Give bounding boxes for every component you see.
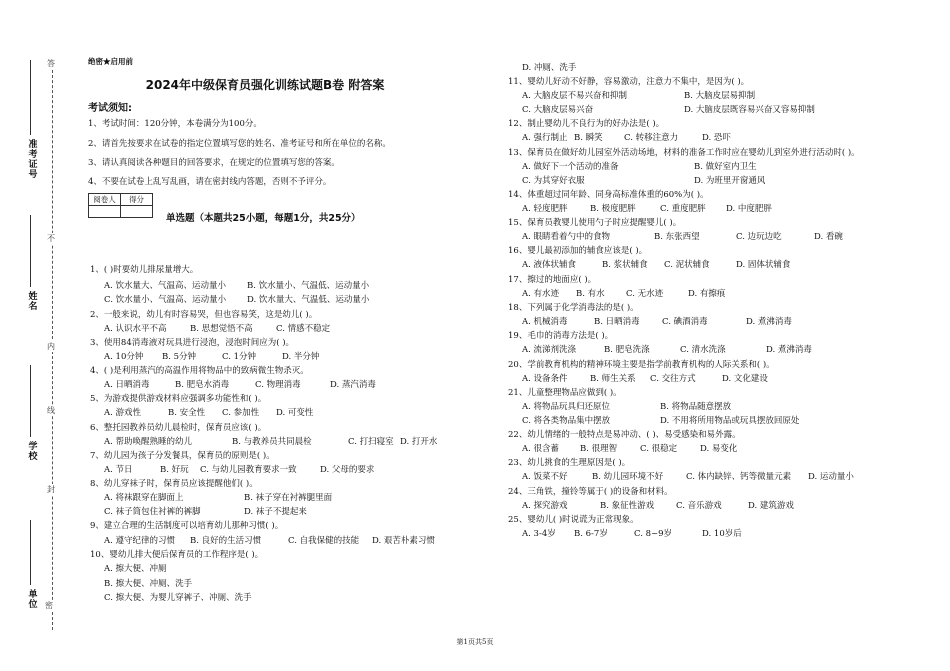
answer-option: B. 思想觉悟不高 [190,324,253,334]
binding-char: 不 [47,234,55,243]
answer-option: B. 师生关系 [590,374,636,384]
exam-id-label: 准考证号 [28,140,38,180]
answer-option: D. 看碗 [814,232,843,242]
answer-option: C. 清水洗涤 [680,345,726,355]
answer-option: D. 艰苦朴素习惯 [372,536,435,546]
answer-option: C. 碘酒消毒 [662,317,708,327]
answer-option: B. 日晒消毒 [594,317,640,327]
notice-item: 3、请认真阅读各种题目的回答要求，在规定的位置填写您的答案。 [88,158,340,168]
answer-option: B. 浆状辅食 [602,260,648,270]
answer-option: D. 饮水量大、气温低、运动量小 [247,295,370,305]
notice-item: 4、不要在试卷上乱写乱画，请在密封线内答题，否则不予评分。 [88,177,332,187]
answer-option: A. 将袜跟穿在脚面上 [104,493,184,503]
answer-option: A. 机械消毒 [522,317,568,327]
score-table [88,193,153,218]
answer-option: C. 泥状辅食 [664,260,710,270]
exam-id-line [30,60,31,135]
answer-option: D. 父母的要求 [320,465,375,475]
answer-option: A. 饭菜不好 [522,472,568,482]
answer-option: C. 与幼儿园教育要求一致 [200,465,297,475]
answer-option: D. 为班里开窗通风 [694,176,766,186]
answer-option: B. 幼儿园环境不好 [592,472,664,482]
answer-option: C. 体内缺锌、钙等微量元素 [686,472,792,482]
answer-option: B. 将物品随意摆放 [660,402,732,412]
answer-option: D. 不用将所用物品或玩具摆放回原处 [660,416,800,426]
page-number: 第1页共5页 [456,638,494,646]
answer-option: B. 有水 [576,289,605,299]
answer-option: C. 情感不稳定 [276,324,331,334]
answer-option: D. 打开水 [400,437,438,447]
binding-char: 答 [47,59,55,68]
question-text: 9、建立合理的生活制度可以培育幼儿那种习惯( )。 [90,521,284,531]
answer-option: D. 10岁后 [702,529,742,539]
question-text: 18、下列属于化学消毒法的是( )。 [508,303,639,313]
answer-option: C. 为其穿好衣服 [522,176,585,186]
answer-option: D. 冲厕、洗手 [522,63,577,73]
answer-option: C. 袜子筒包住衬裤的裤脚 [104,507,201,517]
answer-option: A. 饮水量大、气温高、运动量小 [104,281,227,291]
answer-option: A. 很含蓄 [522,444,560,454]
question-text: 1、( )时要幼儿排尿量增大。 [90,265,199,275]
answer-option: B. 瞬笑 [574,133,603,143]
answer-option: B. 饮水量小、气温低、运动量小 [247,281,370,291]
question-text: 16、婴儿最初添加的辅食应该是( )。 [508,246,648,256]
answer-option: A. 强行制止 [522,133,568,143]
section-title: 单选题（本题共25小题，每题1分，共25分） [166,213,361,224]
question-text: 6、整托园教养员幼儿晨检时，保育员应该( )。 [90,423,267,433]
answer-option: A. 有水迹 [522,289,560,299]
answer-option: C. 打扫寝室 [348,437,394,447]
binding-char: 封 [47,485,55,494]
name-label: 姓名 [28,292,38,312]
answer-option: A. 3-4岁 [522,529,556,539]
question-text: 20、学前教育机构的精神环境主要是指学前教育机构的人际关系和( )。 [508,360,775,370]
answer-option: D. 中度肥胖 [726,204,772,214]
question-text: 12、制止婴幼儿不良行为的好办法是( )。 [508,119,665,129]
answer-option: B. 肥皂洗涤 [604,345,650,355]
answer-option: B. 极度肥胖 [590,204,636,214]
answer-option: A. 10分钟 [104,352,144,362]
answer-option: C. 交往方式 [650,374,696,384]
question-text: 3、使用84消毒液对玩具进行浸泡，浸泡时间应为( )。 [90,338,295,348]
question-text: 14、体重超过同年龄、同身高标准体重的60%为( )。 [508,190,709,200]
answer-option: B. 5分钟 [162,352,197,362]
question-text: 7、幼儿园为孩子分发餐具，保育员的原则是( )。 [90,451,275,461]
question-text: 15、保育员教婴儿使用勺子时应提醒婴儿( )。 [508,218,682,228]
answer-option: B. 好玩 [160,465,189,475]
answer-option: A. 遵守纪律的习惯 [104,536,176,546]
answer-option: C. 很稳定 [640,444,678,454]
answer-option: D. 固体状辅食 [736,260,791,270]
answer-option: A. 设备条件 [522,374,568,384]
answer-option: A. 游戏性 [104,408,142,418]
answer-option: A. 认识水平不高 [104,324,167,334]
answer-option: B. 肥皂水消毒 [175,380,230,390]
answer-option: C. 将各类物品集中摆放 [522,416,611,426]
answer-option: C. 大脑皮层易兴奋 [522,105,594,115]
answer-option: D. 蒸汽消毒 [330,380,376,390]
answer-option: A. 液体状辅食 [522,260,577,270]
answer-option: D. 袜子不提起来 [244,507,307,517]
question-text: 21、儿童整理物品应做到( )。 [508,388,622,398]
answer-option: C. 转移注意力 [624,133,679,143]
notice-heading: 考试须知: [88,103,132,114]
page-title: 2024年中级保育员强化训练试题B卷 附答案 [145,78,385,92]
answer-option: B. 袜子穿在衬裤腿里面 [244,493,333,503]
answer-option: A. 做好下一个活动的准备 [522,162,619,172]
answer-option: A. 节日 [104,465,133,475]
answer-option: D. 恐吓 [702,133,731,143]
answer-option: B. 与教养员共同晨检 [232,437,312,447]
answer-option: A. 眼睛看着勺中的食物 [522,232,611,242]
answer-option: B. 做好室内卫生 [694,162,757,172]
answer-option: D. 建筑游戏 [748,501,794,511]
unit-label: 单位 [28,590,38,610]
answer-option: A. 流涕剂洗涤 [522,345,577,355]
school-label: 学校 [28,442,38,462]
answer-option: C. 8~9岁 [634,529,673,539]
answer-option: D. 文化建设 [722,374,768,384]
secret-label: 绝密★启用前 [88,57,133,66]
score-cell: 得分 [121,194,153,206]
answer-option: B. 很理智 [580,444,618,454]
name-line [30,215,31,287]
answer-option: C. 音乐游戏 [676,501,722,511]
score-blank [121,206,153,218]
school-line [30,365,31,437]
answer-option: C. 物理消毒 [255,380,301,390]
answer-option: A. 轻度肥胖 [522,204,568,214]
answer-option: D. 煮沸消毒 [746,317,792,327]
question-text: 22、幼儿情绪的一般特点是易冲动、( )、易受感染和易外露。 [508,430,741,440]
notice-item: 2、请首先按要求在试卷的指定位置填写您的姓名、准考证号和所在单位的名称。 [88,139,391,149]
binding-char: 密 [45,601,53,610]
answer-option: B. 安全性 [168,408,206,418]
question-text: 24、三角铁，撞铃等属于( )的设备和材料。 [508,487,673,497]
answer-option: A. 日晒消毒 [104,380,150,390]
answer-option: D. 大脑皮层既容易兴奋又容易抑制 [684,105,815,115]
question-text: 19、毛巾的消毒方法是( )。 [508,331,614,341]
question-text: 23、幼儿挑食的生理原因是( )。 [508,458,631,468]
answer-option: C. 自我保健的技能 [288,536,360,546]
question-text: 17、擦过的地面应( )。 [508,275,597,285]
answer-option: C. 饮水量小、气温高、运动量小 [104,295,227,305]
answer-option: D. 煮沸消毒 [766,345,812,355]
question-text: 5、为游戏提供游戏材料应强调多功能性和( )。 [90,394,267,404]
question-text: 2、一般来说，幼儿有时容易哭，但也容易笑，这是幼儿( )。 [90,310,318,320]
notice-item: 1、考试时间：120分钟，本卷满分为100分。 [88,119,262,129]
question-text: 13、保育员在做好幼儿园室外活动场地，材料的准备工作时应在婴幼儿到室外进行活动时( )。 [508,148,860,158]
reviewer-cell: 阅卷人 [89,194,121,206]
answer-option: B. 擦大便、冲厕、洗手 [104,579,193,589]
answer-option: D. 可变性 [276,408,314,418]
answer-option: C. 参加性 [222,408,260,418]
answer-option: B. 象征性游戏 [600,501,655,511]
answer-option: D. 有擦痕 [688,289,726,299]
answer-option: C. 1分钟 [222,352,257,362]
answer-option: D. 运动量小 [808,472,854,482]
answer-option: B. 大脑皮层易抑制 [684,91,756,101]
answer-option: C. 边玩边吃 [736,232,782,242]
answer-option: A. 擦大便、冲厕 [104,564,167,574]
answer-option: B. 6-7岁 [574,529,608,539]
binding-char: 线 [47,406,55,415]
answer-option: B. 良好的生活习惯 [190,536,262,546]
answer-option: C. 无水迹 [626,289,664,299]
answer-option: D. 半分钟 [282,352,320,362]
answer-option: A. 探究游戏 [522,501,568,511]
answer-option: D. 易变化 [700,444,738,454]
unit-line [30,520,31,585]
answer-option: C. 擦大便、为婴儿穿裤子、冲厕、洗手 [104,593,252,603]
question-text: 10、婴幼儿排大便后保育员的工作程序是( )。 [90,550,264,560]
question-text: 11、婴幼儿好动不好静，容易激动，注意力不集中，是因为( )。 [508,77,750,87]
answer-option: A. 大脑皮层不易兴奋和抑制 [522,91,628,101]
answer-option: C. 重度肥胖 [660,204,706,214]
answer-option: A. 将物品玩具归还原位 [522,402,611,412]
reviewer-blank [89,206,121,218]
question-text: 4、( )是利用蒸汽的高温作用将物品中的致病微生物杀灭。 [90,366,309,376]
binding-char: 内 [47,342,55,351]
answer-option: A. 帮助唤醒熟睡的幼儿 [104,437,193,447]
binding-sidebar [0,0,60,671]
answer-option: B. 东张西望 [654,232,700,242]
question-text: 25、婴幼儿( )时说谎为正常现象。 [508,515,639,525]
question-text: 8、幼儿穿袜子时，保育员应该提醒他们( )。 [90,479,258,489]
